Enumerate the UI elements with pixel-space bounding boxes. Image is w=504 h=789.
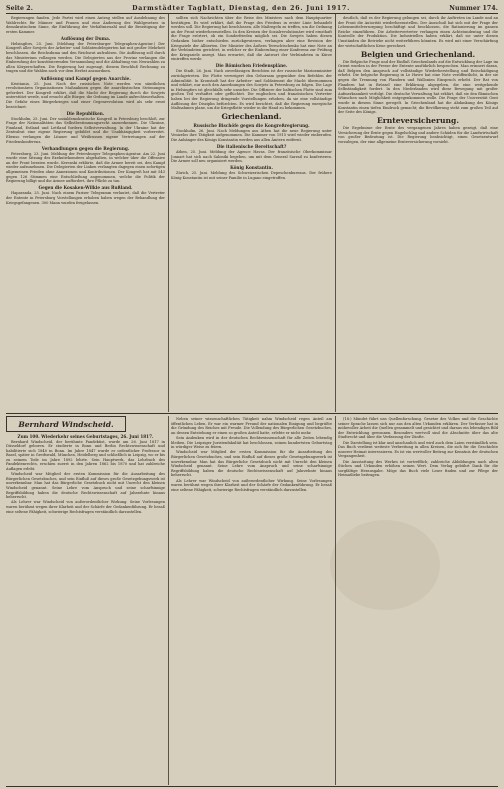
section-heading: Auflösung und Kampf gegen Anarchie. [40,75,131,81]
section-heading-ernte: Ernteversicherung. [376,116,460,126]
header-rule [6,13,498,14]
feuilleton-column-2 [171,417,332,784]
feuilleton-column-1 [6,432,165,784]
article-text: Haparanda, 25. Juni. Nach einem Pariser Telegramm verlautet, daß die Vertreter der Entente in Petersburg Vorstellungen erhoben haben wegen der Behandlung der Kriegsgefangenen. 300 Mann wurden freigelassen. [6,191,165,205]
article-text: Stockholm, 25. Juni. Der sozialdemokratische Kongreß in Petersburg beschloß, zur Frage der Nationalitäten das Selbstbestimmungsrecht anzuerkennen. Die Ukraine, Finnland, Estland und Lettland fordern Selbstverwaltung. In der Ukraine hat der Zentralrat eine eigene Regierung gebildet und die Unabhängigkeit vorbereitet. Ebenso verlangen die Litauer und Weißrussen eigene Vertretungen auf der Friedenskonferenz. [6,116,165,144]
section-subheading: Russische Bischöfe gegen die Kongreßregierung. [193,122,310,128]
issue-number: Nummer 174. [449,4,498,12]
feuilleton-headline: Bernhard Windscheid. [6,416,126,432]
article-text: Stockholm, 26. Juni. Nach Meldungen aus Athen hat die neue Regierung unter Venizelos ihre Tätigkeit aufgenommen. Die Kammer von 1915 wird wieder einberufen. Die Anhänger des Königs Konstantin werden aus allen Ämtern entfernt. [171,128,332,142]
page-number: Seite 2. [6,4,33,12]
feuilleton-column-3 [338,417,498,784]
section-heading: Auflösung der Duma. [60,35,111,41]
article-text: Als Lehrer war Windscheid von außerordentlicher Wirkung. Seine Vorlesungen waren berühmt wegen ihrer Klarheit und der Schärfe der Gedankenführung. Er besaß eine seltene Fähigkeit, schwierige Rechtsfragen verständlich darzustellen. [6,500,165,514]
article-text: (18.) Mündet führt uns Quellenforschung. Gesetze des Volkes und die Geschichte seiner Sprache lassen sich nur aus den alten Urkunden erklären. Der Verfasser hat in mühevoller Arbeit die Quellen gesammelt und gesichtet und daraus ein lebendiges Bild der Entwicklung gewonnen. Besonders wertvoll sind die Abschnitte über das alte Stadtrecht und über die Verfassung der Zünfte. [338,417,498,440]
page-header [6,3,498,13]
article-text: Kristiania, 25. Juni. Nach der russischen Note werden von sämtlichen revolutionären Organisationen Maßnahmen gegen die anarchistischen Strömungen gefordert. Der Kongreß erklärt, daß die Macht der Regierung durch die Sowjets unterstützt werde, und ersucht alle Bürger, die Ordnung im Lande aufrechtzuerhalten. Die Gefahr eines Bürgerkrieges und einer Gegenrevolution wird als sehr ernst bezeichnet. [6,81,165,109]
article-text: Sein Andenken wird in der deutschen Rechtswissenschaft für alle Zeiten lebendig bleiben. Die Leipziger Juristenfakultät hat beschlossen, seinen hundertsten Geburtstag in würdiger Weise zu feiern. [171,435,332,450]
article-text: Helsingfors, 25. Juni. (Meldung der Petersburger Telegraphen-Agentur.) Der Kongreß aller Sowjets der Arbeiter- und Soldatendelegierten hat mit großer Mehrheit beschlossen, die Reichsduma und den Reichsrat aufzulösen. Die Auflösung soll durch das Ministerium vollzogen werden. Die Delegierten aus der Provinz verlangen die Einberufung der konstituierenden Versammlung und die Abhaltung von Neuwahlen zu allen Körperschaften. Die Regierung hat zugesagt, diesem Beschluß Rechnung zu tragen und die Wahlen noch vor dem Herbst anzuordnen. [6,41,165,74]
section-heading: Gegen die Kosaken-Wilkie aus Rußland. [38,185,133,191]
column-rule [335,416,336,785]
section-heading-griechenland: Griechenland. [221,112,282,122]
section-heading: Die Römischen Friedenspläne. [215,63,288,69]
article-text: Petersburg, 23. Juni. Meldung der Petersburger Telegraphen-Agentur. Am 22. Juni wurde eine Sitzung des Exekutivkomitees abgehalten, in welcher über die Offensive an der Front beraten wurde. Kerenski erklärte, daß die Armee bereit sei, den Kampf wieder aufzunehmen. Die Delegierten der Linken verlangten dagegen einen sofortigen allgemeinen Frieden ohne Annexionen und Kontributionen. Der Kongreß hat mit 543 gegen 126 Stimmen eine Entschließung angenommen, welche die Politik der Regierung billigt und die Armee auffordert, ihre Pflicht zu tun. [6,151,165,184]
column-rule [168,14,169,412]
feuilleton-rule [6,413,498,414]
column-rule [168,416,169,785]
article-text: Die Belgische Frage und der Einfluß Griechenlands auf die Entwicklung der Lage im Orient wurden in der Presse der Entente ausführlich besprochen. Man erinnert daran, daß Belgien den Anspruch auf vollständige Wiederherstellung und Entschädigung erhebt. Die belgische Regierung in Le Havre hat eine Note veröffentlicht, in der sie gegen die Trennung von Flandern und Wallonien Einspruch erhebt. Der Rat von Flandern hat in Brüssel eine Erklärung abgegeben, die eine weitgehende Selbständigkeit fordert. In den Niederlanden wird diese Bewegung mit großer Aufmerksamkeit verfolgt. Die deutsche Verwaltung hat erklärt, daß sie den flämischen Wünschen nach Möglichkeit entgegenkommen wolle. Die Frage der Universität Gent wurde in diesem Sinne geregelt. In Griechenland hat die Abdankung des Königs Konstantin einen tiefen Eindruck gemacht; die Bevölkerung steht zum großen Teil auf der Seite des Königs. [338,59,498,115]
article-text: Athen, 25. Juni. Meldung der Agence Havas. Der französische Oberkommissar Jonnart hat sich nach Saloniki begeben, um mit dem General Sarrail zu konferieren. Die Armee soll neu organisiert werden. [171,150,332,164]
section-heading-belgien: Belgien und Griechenland. [360,49,476,59]
column-rule [335,14,336,412]
article-text: Windscheid war Mitglied der ersten Kommission für die Ausarbeitung des Bürgerlichen Gesetzbuches, und sein Einfluß auf dieses große Gesetzgebungswerk ist unverkennbar. Man hat das Bürgerliche Gesetzbuch nicht mit Unrecht den kleinen Windscheid genannt. Seine Lehre vom Anspruch und seine scharfsinnige Begriffsbildung haben die deutsche Rechtswissenschaft auf Jahrzehnte hinaus beherrscht. [6,472,165,500]
column-2 [171,16,332,412]
article-text: Windscheid war Mitglied der ersten Kommission für die Ausarbeitung des Bürgerlichen Gesetzbuches, und sein Einfluß auf dieses große Gesetzgebungswerk ist unverkennbar. Man hat das Bürgerliche Gesetzbuch nicht mit Unrecht den kleinen Windscheid genannt. Seine Lehre vom Anspruch und seine scharfsinnige Begriffsbildung haben die deutsche Rechtswissenschaft auf Jahrzehnte hinaus beherrscht. [171,450,332,478]
masthead: Darmstädter Tagblatt, Dienstag, den 26. Juni 1917. [132,4,351,12]
column-1 [6,16,165,412]
article-text: Regierungen fanden. Jede Partei wird einen Antrag stellen auf Ausdehnung des Wahlrechts für Männer und Frauen und eine Änderung des Wahlgesetzes in demokratischem Sinne, die Einführung der Verhältniswahl und die Beseitigung der ersten Kammer. [6,16,165,34]
article-text: Neben seiner wissenschaftlichen Tätigkeit nahm Windscheid regen Anteil am öffentlichen Leben. Er war ein warmer Freund der nationalen Einigung und begrüßte die Gründung des Reiches mit Freude. Die Vollendung des Bürgerlichen Gesetzbuches, an dessen Entstehung er einen so großen Anteil hatte, erlebte er nicht mehr. [171,417,332,435]
article-text: Die Stadt, 26. Juni. Nach zuverlässigen Berichten ist der russische Marineminister zurückgetreten. Die Flotte verweigert den Gehorsam gegenüber den Befehlen der Admiralität. In Kronstadt hat der Arbeiter- und Soldatenrat die Macht übernommen und erklärt, nur noch den Anordnungen des Sowjets in Petersburg zu folgen. Die Lage in Helsingfors ist gleichfalls sehr unsicher. Die Offiziere der baltischen Flotte sind zum großen Teil verhaftet oder geflüchtet. Die englischen und französischen Vertreter haben bei der Regierung dringende Vorstellungen erhoben, da sie eine vollständige Auflösung der Disziplin befürchten. Es wird berichtet, daß die Regierung energische Maßnahmen plane, um die Kriegsflotte wieder in die Hand zu bekommen. [171,69,332,111]
section-heading: Verhandlungen gegen die Regierung. [41,145,130,151]
feuilleton-subheading: Zum 100. Wiederkehr seines Geburtstages, 26. Juni 1817. [17,433,154,439]
bottom-rule [6,786,498,787]
article-text: Die Ausstattung des Werkes ist vortrefflich; zahlreiche Abbildungen nach alten Stichen und Urkunden erhöhen seinen Wert. Dem Verlag gebührt Dank für die sorgfältige Herausgabe. Möge das Buch viele Leser finden und zur Pflege der Heimatliebe beitragen. [338,459,498,478]
article-text: Zürich, 25. Juni. Meldung des Schweizerischen Depeschenbureaus. Der frühere König Konstantin ist mit seiner Familie in Lugano eingetroffen. [171,171,332,180]
column-3 [338,16,498,412]
article-text: Als Lehrer war Windscheid von außerordentlicher Wirkung. Seine Vorlesungen waren berühmt wegen ihrer Klarheit und der Schärfe der Gedankenführung. Er besaß eine seltene Fähigkeit, schwierige Rechtsfragen verständlich darzustellen. [171,478,332,492]
article-text: sollten sich Nachrichten über die Reise des Ministers nach dem Hauptquartier bestätigen. Es wird erklärt, daß die Frage des Friedens in erster Linie behandelt werden soll. Die Regierung hat beschlossen, alle Maßregeln zu treffen, um die Ordnung an der Front wiederherzustellen. In den Kreisen der Sozialrevolutionäre wird ernsthaft die Frage erörtert, ob ein Sonderfrieden möglich sei. Die Sowjets haben diesen Gedanken bisher entschieden zurückgewiesen, verlangen aber eine Revision der Kriegsziele der Alliierten. Der Minister des Äußern Tereschtschenko hat eine Note an die Verbündeten gerichtet, in welcher er die Einberufung einer Konferenz zur Prüfung der Kriegsziele anregt. Man erwartet, daß die Antwort der Verbündeten in Kürze eintreffen werde. [171,16,332,62]
article-text: Die Darstellung ist klar und anschaulich und wird auch dem Laien verständlich sein. Das Buch verdient weiteste Verbreitung in allen Kreisen, die sich für die Geschichte unserer Heimat interessieren. Es ist ein wertvoller Beitrag zur Kenntnis der deutschen Vergangenheit. [338,440,498,459]
section-heading: König Konstantin. [230,165,273,171]
section-heading: Die Republiken. [66,110,105,116]
section-heading: Die italienische Bereitschaft? [216,144,287,150]
article-text: deutlich, daß es der Regierung gelungen sei, durch ihr Auftreten im Lande und an der Front die Autorität wiederherzustellen. Der Ausschuß hat sich mit der Frage der Lebensmittelversorgung beschäftigt und beschlossen, die Rationierung im ganzen Reiche einzuführen. Die Arbeitervertreter verlangen einen Achtstundentag und die Kontrolle der Produktion. Die Industriellen haben erklärt, daß sie unter diesen Umständen die Betriebe nicht weiterführen könnten. Es wird mit einer Verschärfung der wirtschaftlichen Krise gerechnet. [338,16,498,48]
article-text: Bernhard Windscheid, der berühmte Pandektist, wurde am 26. Juni 1817 in Düsseldorf geboren. Er studierte in Bonn und Berlin Rechtswissenschaft und habilitierte sich 1840 in Bonn. Im Jahre 1847 wurde er ordentlicher Professor in Basel, später in Greifswald, München, Heidelberg und schließlich in Leipzig, wo er bis zu seinem Tode im Jahre 1892 lehrte. Sein Hauptwerk, das Lehrbuch des Pandektenrechts, erschien zuerst in den Jahren 1862 bis 1870 und hat zahlreiche Auflagen erlebt. [6,439,165,472]
article-text: Die Ergebnisse der Ernte des vergangenen Jahres haben gezeigt, daß eine Versicherung der Ernte gegen Hagelschlag und andere Schäden für die Landwirtschaft von großer Bedeutung ist. Die Regierung beabsichtigt, einen Gesetzentwurf vorzulegen, der eine allgemeine Ernteversicherung vorsieht. [338,126,498,145]
